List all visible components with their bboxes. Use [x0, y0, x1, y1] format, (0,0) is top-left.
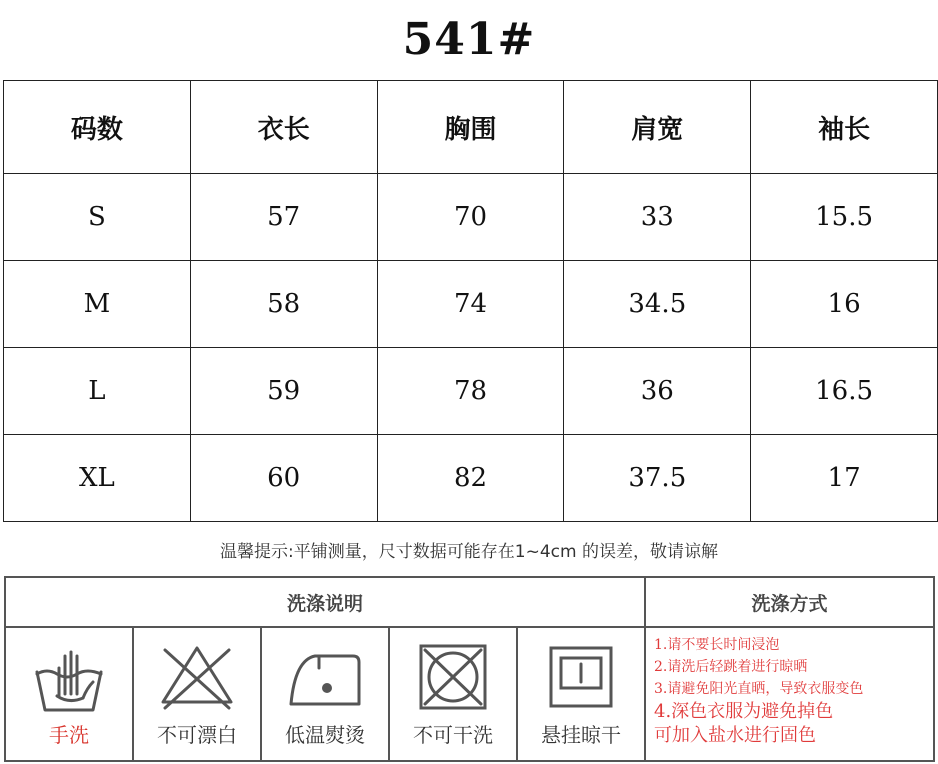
- care-cell-no-dry-clean: [390, 628, 518, 760]
- care-icons-row: [6, 628, 646, 760]
- table-cell: 33: [564, 174, 751, 261]
- care-label: 悬挂晾干: [541, 723, 621, 747]
- table-cell: 17: [751, 435, 938, 522]
- care-label: 不可干洗: [413, 723, 493, 747]
- table-cell: L: [4, 348, 191, 435]
- care-label: 手洗: [49, 723, 89, 747]
- size-table: [3, 80, 938, 522]
- table-cell: 59: [190, 348, 377, 435]
- header-cell: 袖长: [751, 81, 938, 174]
- care-cell-hang-dry: [518, 628, 644, 760]
- table-row: [4, 261, 938, 348]
- header-cell: 码数: [4, 81, 191, 174]
- hand-wash-icon: [29, 638, 109, 716]
- header-cell: 肩宽: [564, 81, 751, 174]
- table-cell: S: [4, 174, 191, 261]
- table-cell: 58: [190, 261, 377, 348]
- care-cell-no-bleach: [134, 628, 262, 760]
- table-cell: M: [4, 261, 191, 348]
- table-row: [4, 174, 938, 261]
- care-note: 3.请避免阳光直晒，导致衣服变色: [654, 681, 864, 697]
- table-cell: 16: [751, 261, 938, 348]
- no-bleach-icon: [157, 638, 237, 716]
- table-cell: 57: [190, 174, 377, 261]
- care-instructions-panel: [4, 576, 935, 762]
- table-cell: 78: [377, 348, 564, 435]
- table-row: [4, 435, 938, 522]
- table-row: [4, 348, 938, 435]
- table-cell: 70: [377, 174, 564, 261]
- page-title: 541#: [402, 14, 536, 65]
- header-cell: 胸围: [377, 81, 564, 174]
- low-iron-icon: [285, 638, 365, 716]
- table-cell: 60: [190, 435, 377, 522]
- care-note: 1.请不要长时间浸泡: [654, 637, 780, 653]
- table-cell: 82: [377, 435, 564, 522]
- table-cell: 37.5: [564, 435, 751, 522]
- no-dry-clean-icon: [413, 638, 493, 716]
- table-cell: 16.5: [751, 348, 938, 435]
- table-cell: 34.5: [564, 261, 751, 348]
- care-label: 低温熨烫: [285, 723, 365, 747]
- table-cell: 36: [564, 348, 751, 435]
- header-cell: 衣长: [190, 81, 377, 174]
- care-note: 可加入盐水进行固色: [654, 725, 816, 746]
- care-note: 4.深色衣服为避免掉色: [654, 701, 834, 722]
- care-cell-hand-wash: [6, 628, 134, 760]
- table-cell: 74: [377, 261, 564, 348]
- care-label: 不可漂白: [157, 723, 237, 747]
- table-cell: XL: [4, 435, 191, 522]
- care-notes: [654, 634, 934, 748]
- measurement-tip: 温馨提示:平铺测量，尺寸数据可能存在1~4cm 的误差，敬请谅解: [220, 542, 718, 562]
- care-note: 2.请洗后轻跳着进行晾晒: [654, 659, 808, 675]
- care-left-header: 洗涤说明: [6, 578, 646, 628]
- care-right-header: 洗涤方式: [646, 578, 933, 628]
- table-header-row: [4, 81, 938, 174]
- table-cell: 15.5: [751, 174, 938, 261]
- hang-dry-icon: [541, 638, 621, 716]
- care-cell-low-iron: [262, 628, 390, 760]
